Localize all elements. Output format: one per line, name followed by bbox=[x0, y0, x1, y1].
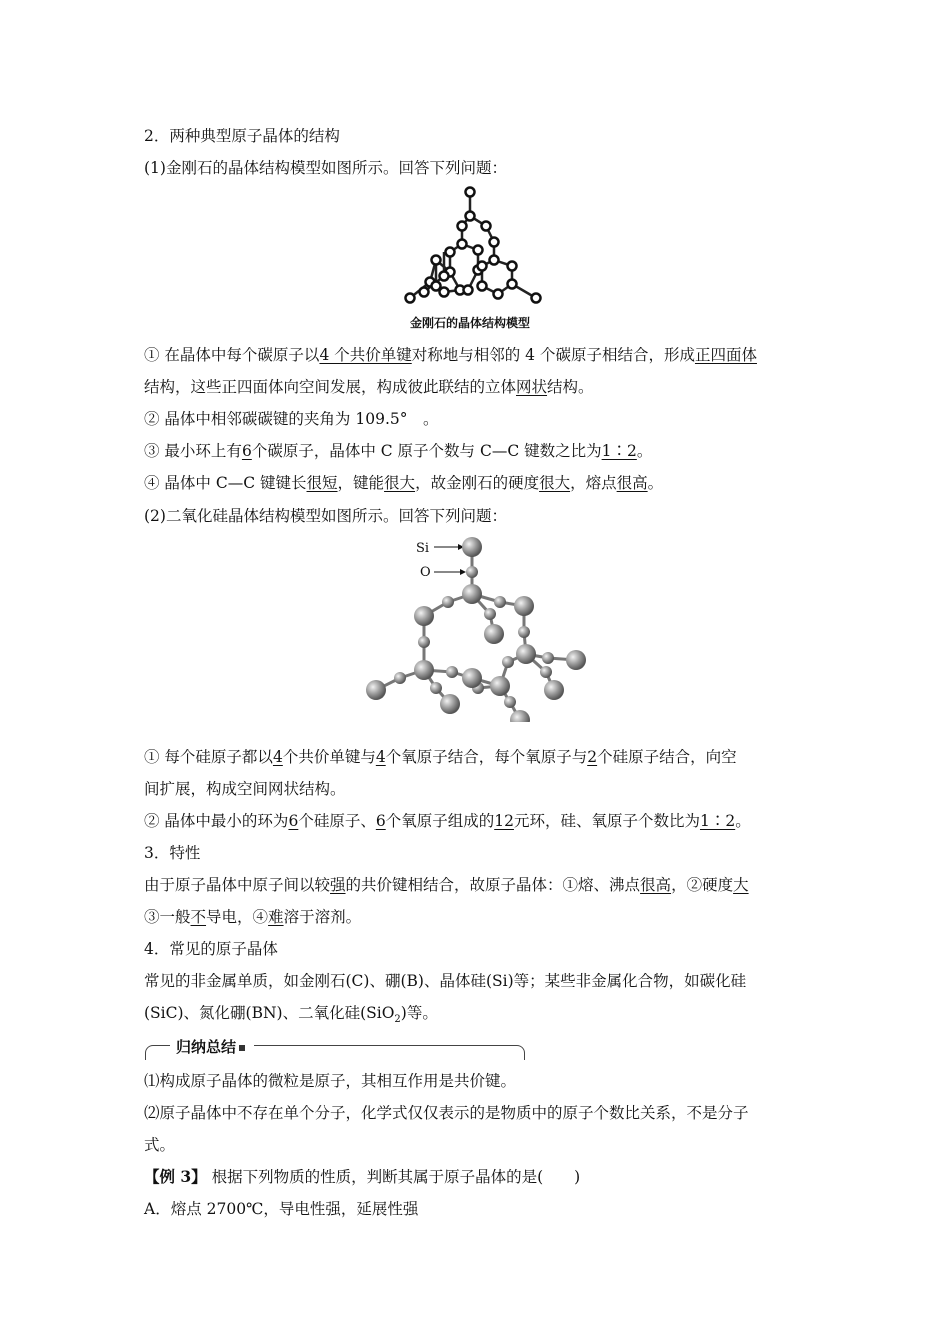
section-2-heading: 2．两种典型原子晶体的结构 bbox=[144, 127, 340, 145]
example-3-option-a: A．熔点 2700℃，导电性强，延展性强 bbox=[144, 1200, 419, 1218]
section-3-line-1: 由于原子晶体中原子间以较强的共价键相结合，故原子晶体：①熔、沸点很高，②硬度大 bbox=[144, 876, 749, 894]
sio2-point-2: ② 晶体中最小的环为6个硅原子、6个氧原子组成的12元环，硅、氧原子个数比为1∶2。 bbox=[144, 812, 751, 830]
section-4-heading: 4．常见的原子晶体 bbox=[144, 940, 278, 958]
summary-title: 归纳总结 bbox=[170, 1036, 254, 1057]
diamond-point-2: ② 晶体中相邻碳碳键的夹角为 109.5° 。 bbox=[144, 410, 439, 428]
diamond-intro: (1)金刚石的晶体结构模型如图所示。回答下列问题： bbox=[144, 159, 507, 177]
sio2-intro: (2)二氧化硅晶体结构模型如图所示。回答下列问题： bbox=[144, 507, 507, 525]
example-tag: 【例 3】 bbox=[144, 1167, 207, 1186]
diamond-point-4: ④ 晶体中 C—C 键键长很短，键能很大，故金刚石的硬度很大，熔点很高。 bbox=[144, 474, 664, 492]
diamond-point-1-line-1: ① 在晶体中每个碳原子以4 个共价单键对称地与相邻的 4 个碳原子相结合，形成正四面体 bbox=[144, 346, 757, 364]
diamond-figure-caption: 金刚石的晶体结构模型 bbox=[410, 316, 531, 330]
diamond-point-3: ③ 最小环上有6个碳原子，晶体中 C 原子个数与 C—C 键数之比为1∶2。 bbox=[144, 442, 653, 460]
summary-point-2-line-1: ⑵原子晶体中不存在单个分子，化学式仅仅表示的是物质中的原子个数比关系，不是分子 bbox=[144, 1104, 749, 1122]
section-4-line-1: 常见的非金属单质，如金刚石(C)、硼(B)、晶体硅(Si)等；某些非金属化合物，如碳化硅 bbox=[144, 972, 747, 990]
diamond-structure-figure bbox=[400, 186, 550, 310]
diamond-point-1-line-2: 结构，这些正四面体向空间发展，构成彼此联结的立体网状结构。 bbox=[144, 378, 594, 396]
sio2-structure-figure bbox=[360, 532, 600, 722]
sio2-point-1-line-1: ① 每个硅原子都以4个共价单键与4个氧原子结合，每个氧原子与2个硅原子结合，向空 bbox=[144, 748, 737, 766]
square-marker-icon bbox=[239, 1045, 245, 1051]
section-3-heading: 3．特性 bbox=[144, 844, 201, 862]
summary-point-1: ⑴构成原子晶体的微粒是原子，其相互作用是共价键。 bbox=[144, 1072, 517, 1090]
o-label: O bbox=[420, 565, 431, 580]
section-4-line-2: (SiC)、氮化硼(BN)、二氧化硅(SiO$_2$)等。 bbox=[144, 1004, 438, 1026]
section-3-line-2: ③一般不导电，④难溶于溶剂。 bbox=[144, 908, 362, 926]
example-3-question: 【例 3】 根据下列物质的性质，判断其属于原子晶体的是( ) bbox=[144, 1167, 581, 1186]
sio2-point-1-line-2: 间扩展，构成空间网状结构。 bbox=[144, 780, 346, 798]
si-label: Si bbox=[416, 541, 430, 556]
summary-point-2-line-2: 式。 bbox=[144, 1136, 176, 1154]
